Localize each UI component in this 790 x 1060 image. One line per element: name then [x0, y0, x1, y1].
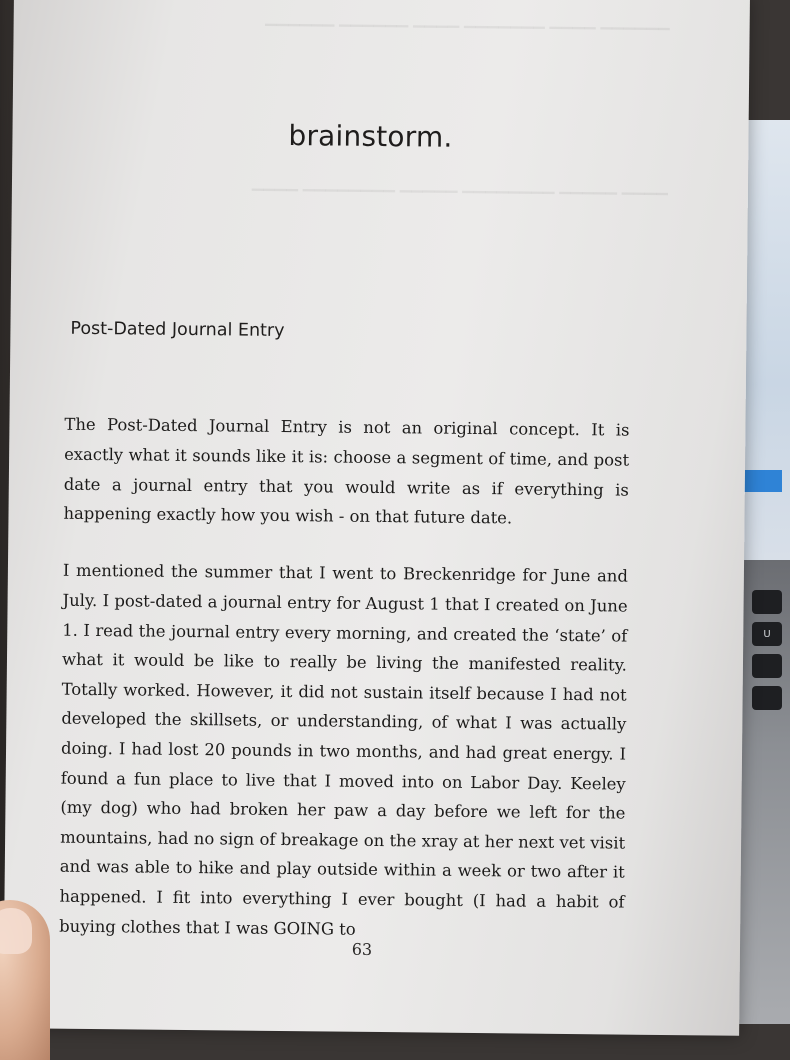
- chapter-title: brainstorm.: [288, 119, 453, 154]
- keyboard-key: [752, 590, 782, 614]
- book-page: [3, 0, 750, 1036]
- thumbnail-highlight: [0, 908, 32, 954]
- show-through-text: ▔▔▔▔▔▔ ▔▔▔▔ ▔▔▔▔▔▔▔ ▔▔▔▔ ▔▔▔▔▔▔ ▔▔▔▔▔▔: [264, 23, 670, 47]
- keyboard-key: [752, 686, 782, 710]
- body-paragraph: I mentioned the summer that I went to Breckenridge for June and July. I post-dated a journal entry for August 1 that I created on June 1. I read the journal entry every morning, and created the ‘state’ of what it would be like to really be living the manifested reality. Totally worked. However, it did not sustain itself because I had not developed the skillsets, or understanding, of what I was actually doing. I had lost 20 pounds in two months, and had great energy. I found a fun place to live that I moved into on Labor Day. Keeley (my dog) who had broken her paw a day before we left for the mountains, had no sign of breakage on the xray at her next vet visit and was able to hike and play outside within a week or two after it happened. I fit into everything I ever bought (I had a habit of buying clothes that I was GOING to: [59, 561, 628, 939]
- body-paragraph: The Post-Dated Journal Entry is not an original concept. It is exactly what it sounds like it is: choose a segment of time, and post date a journal entry that you would write as if everything is happening exactly how you wish - on that future date.: [63, 415, 630, 528]
- keyboard-key: U: [752, 622, 782, 646]
- keyboard-key: [752, 654, 782, 678]
- page-number: 63: [351, 939, 373, 959]
- show-through-text: ▔▔▔▔ ▔▔▔▔▔ ▔▔▔▔▔▔▔▔ ▔▔▔▔▔ ▔▔▔▔▔▔▔▔ ▔▔▔▔: [251, 188, 668, 212]
- laptop-screen-highlight: [742, 470, 782, 492]
- section-heading: Post-Dated Journal Entry: [70, 318, 285, 341]
